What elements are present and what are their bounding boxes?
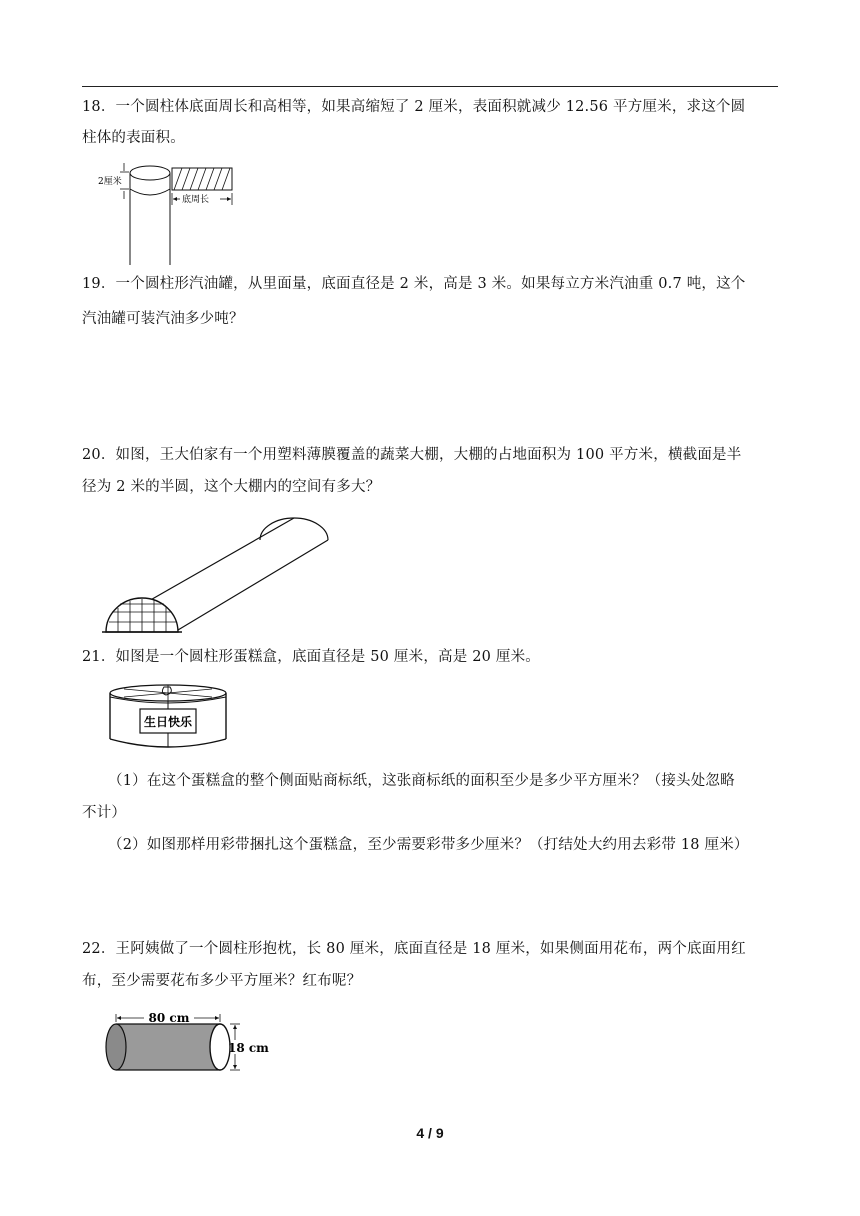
q19-line-2: 汽油罐可装汽油多少吨？	[82, 311, 244, 327]
q21-sub2-line-1: （2）如图那样用彩带捆扎这个蛋糕盒，至少需要彩带多少厘米？（打结处大约用去彩带 18 厘米）	[108, 837, 749, 853]
q20-line-1: 20．如图，王大伯家有一个用塑料薄膜覆盖的蔬菜大棚，大棚的占地面积为 100 平方米，横截面是半	[82, 447, 742, 463]
q22-pillow-figure	[100, 1008, 280, 1078]
q21-cake-box-figure	[104, 683, 234, 749]
q22-diameter-label: 18 cm	[228, 1041, 269, 1055]
q21-sub1-line-2: 不计）	[82, 805, 127, 821]
page-number: 4 / 9	[416, 1125, 444, 1141]
q19-line-1: 19．一个圆柱形汽油罐，从里面量，底面直径是 2 米，高是 3 米。如果每立方米汽油重 0.7 吨，这个	[82, 276, 746, 292]
q22-length-label: 80 cm	[148, 1011, 190, 1025]
q18-height-label: 2厘米	[98, 177, 122, 187]
q22-line-2: 布，至少需要花布多少平方厘米？红布呢？	[82, 973, 362, 989]
q18-line-2: 柱体的表面积。	[82, 130, 185, 146]
q18-base-label: 底周长	[182, 195, 210, 205]
header-rule	[82, 86, 778, 87]
q21-sub1-line-1: （1）在这个蛋糕盒的整个侧面贴商标纸，这张商标纸的面积至少是多少平方厘米？（接头处忽略	[108, 773, 735, 789]
q21-box-label: 生日快乐	[143, 715, 193, 729]
q18-line-1: 18．一个圆柱体底面周长和高相等，如果高缩短了 2 厘米，表面积就减少 12.56 平方厘米，求这个圆	[82, 99, 746, 115]
q18-cylinder-figure	[96, 155, 246, 267]
q21-line-1: 21．如图是一个圆柱形蛋糕盒，底面直径是 50 厘米，高是 20 厘米。	[82, 649, 540, 665]
q22-line-1: 22．王阿姨做了一个圆柱形抱枕，长 80 厘米，底面直径是 18 厘米，如果侧面用花布，两个底面用红	[82, 941, 746, 957]
q20-line-2: 径为 2 米的半圆，这个大棚内的空间有多大？	[82, 479, 381, 495]
q20-greenhouse-figure	[100, 512, 340, 640]
